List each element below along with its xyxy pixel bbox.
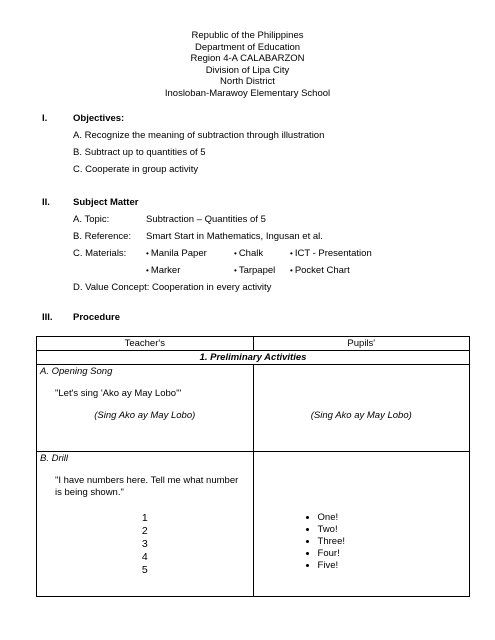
drill-teacher-line: "I have numbers here. Tell me what number	[55, 475, 239, 486]
opening-song-teacher-note: (Sing Ako ay May Lobo)	[94, 410, 196, 421]
pupil-answer: • Five!	[318, 560, 345, 572]
material-item: • Marker	[146, 265, 180, 276]
material-item: • Chalk	[234, 248, 263, 259]
drill-label: B. Drill	[40, 453, 68, 464]
objective-item: B. Subtract up to quantities of 5	[73, 147, 206, 158]
drill-number: 2	[141, 525, 148, 537]
opening-song-teacher-text: "Let's sing 'Ako ay May Lobo'"	[55, 388, 182, 399]
section-number: II.	[42, 197, 50, 208]
teacher-cell-drill	[37, 452, 254, 597]
pupil-answer: • Three!	[318, 536, 345, 548]
material-item: • Manila Paper	[146, 248, 207, 259]
pupil-answer-list	[304, 512, 345, 572]
drill-teacher-text	[55, 475, 238, 499]
drill-number: 1	[141, 512, 148, 524]
table-subheader-row	[37, 351, 470, 365]
section-objectives-heading	[42, 113, 124, 124]
header-line: Region 4-A CALABARZON	[190, 53, 305, 64]
pupils-column-header: Pupils'	[253, 337, 469, 351]
section-subject-matter-heading	[42, 197, 138, 208]
preliminary-activities-heading: 1. Preliminary Activities	[37, 351, 470, 365]
table-row	[37, 452, 470, 597]
drill-number: 4	[141, 551, 148, 563]
reference-value: Smart Start in Mathematics, Ingusan et al.	[146, 231, 323, 242]
section-title: Objectives:	[73, 113, 125, 124]
materials-label: C. Materials:	[73, 248, 127, 259]
teacher-cell-opening-song	[37, 365, 254, 452]
drill-number: 3	[141, 538, 148, 550]
reference-label: B. Reference:	[73, 231, 132, 242]
table-row	[37, 365, 470, 452]
material-item: • ICT - Presentation	[290, 248, 372, 259]
section-procedure-heading	[42, 312, 120, 323]
pupil-answer: • Four!	[318, 548, 345, 560]
header-line: Inosloban-Marawoy Elementary School	[164, 87, 331, 99]
topic-label: A. Topic:	[73, 214, 110, 225]
section-number: I.	[42, 113, 48, 124]
opening-song-pupil-note: (Sing Ako ay May Lobo)	[310, 410, 412, 421]
section-title: Procedure	[73, 312, 120, 323]
pupil-answer: • Two!	[318, 524, 345, 536]
procedure-table	[36, 336, 470, 597]
section-number: III.	[42, 312, 53, 323]
school-header	[0, 30, 495, 99]
pupil-cell-drill	[253, 452, 469, 597]
material-item: • Pocket Chart	[290, 265, 350, 276]
table-header-row	[37, 337, 470, 351]
header-line: Division of Lipa City	[205, 64, 290, 76]
drill-teacher-line: is being shown."	[55, 487, 124, 498]
header-line: Department of Education	[194, 41, 301, 53]
section-title: Subject Matter	[73, 197, 139, 208]
opening-song-label: A. Opening Song	[40, 366, 113, 377]
topic-value: Subtraction – Quantities of 5	[146, 214, 266, 225]
header-line: North District	[220, 76, 275, 87]
pupil-answer: • One!	[318, 512, 345, 524]
value-concept: D. Value Concept: Cooperation in every activity	[73, 282, 272, 293]
pupil-cell-opening-song	[253, 365, 469, 452]
teacher-column-header: Teacher's	[37, 337, 254, 351]
material-item: • Tarpapel	[234, 265, 275, 276]
objective-item: A. Recognize the meaning of subtraction through illustration	[73, 130, 325, 141]
objective-item: C. Cooperate in group activity	[73, 164, 199, 175]
drill-number: 5	[141, 564, 148, 576]
header-line: Republic of the Philippines	[191, 30, 304, 41]
drill-number-list	[37, 512, 253, 577]
